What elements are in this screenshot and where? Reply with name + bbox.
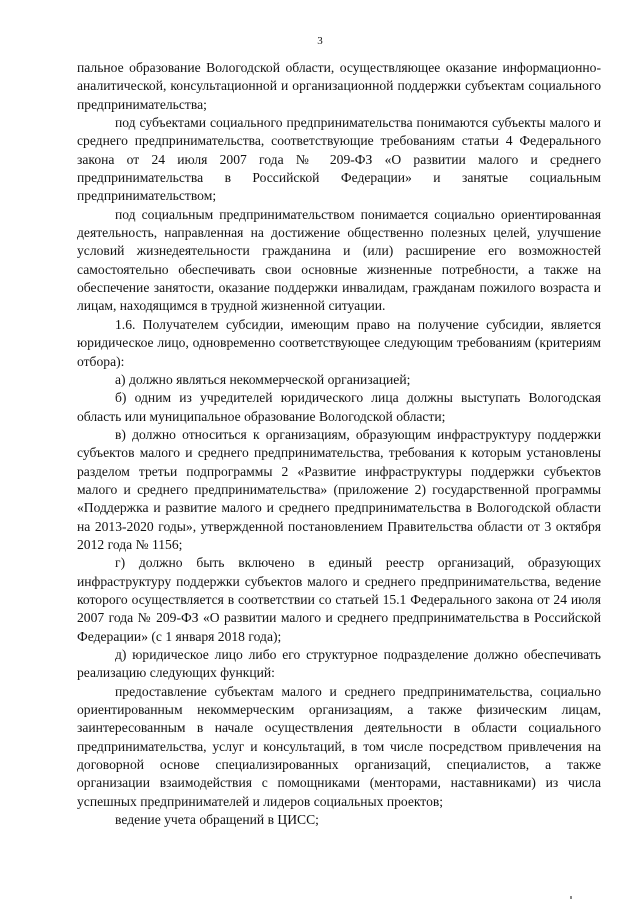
- paragraph-10: предоставление субъектам малого и среднего предпринимательства, социально ориентированным некоммерческим организациям, а также физическим лицам, заинтересованным в начале осуществления деятельности в области социального предпринимательства, услуг и консультаций, в том числе посредством привлечения на договорной основе специализированных организаций, специалистов, а также организации взаимодействия с помощниками (менторами, наставниками) из числа успешных предпринимателей и лидеров социальных проектов;: [77, 683, 601, 809]
- paragraph-8: г) должно быть включено в единый реестр организаций, образующих инфраструктуру поддержки субъектов малого и среднего предпринимательства, ведение которого осуществляется в соответствии со статьей 15.1 Федерального закона от 24 июля 2007 года № 209-ФЗ «О развитии малого и среднего предпринимательства в Российской Федерации» (с 1 января 2018 года);: [77, 555, 601, 644]
- paragraph-7: в) должно относиться к организациям, образующим инфраструктуру поддержки субъектов малого и среднего предпринимательства, требования к которым установлены разделом третьи подпрограммы 2 «Развитие инфраструктуры поддержки субъектов малого и среднего предпринимательства» (приложение 2) государственной программы «Поддержка и развитие малого и среднего предпринимательства в Вологодской области на 2013-2020 годы», утвержденной постановлением Правительства области от 3 октября 2012 года № 1156;: [77, 426, 601, 552]
- paragraph-4: 1.6. Получателем субсидии, имеющим право на получение субсидии, является юридическое лицо, одновременно соответствующее следующим требованиям (критериям отбора):: [77, 316, 601, 369]
- paragraph-9: д) юридическое лицо либо его структурное подразделение должно обеспечивать реализацию следующих функций:: [77, 647, 601, 681]
- scan-speck: [570, 896, 572, 899]
- paragraph-2: под субъектами социального предпринимательства понимаются субъекты малого и среднего предпринимательства, соответствующие требованиям статьи 4 Федерального закона от 24 июля 2007 года № 209-ФЗ «О развитии малого и среднего предпринимательства в Российской Федерации» и занятые социальным предпринимательством;: [77, 115, 601, 204]
- paragraph-11: ведение учета обращений в ЦИСС;: [115, 812, 319, 828]
- paragraph-1: пальное образование Вологодской области, осуществляющее оказание информационно-аналитической, консультационной и организационной поддержки субъектам социального предпринимательства;: [77, 60, 601, 112]
- paragraph-6: б) одним из учредителей юридического лица должны выступать Вологодская область или муниципальное образование Вологодской области;: [77, 390, 601, 424]
- document-body: [77, 59, 601, 829]
- paragraph-3: под социальным предпринимательством понимается социально ориентированная деятельность, направленная на достижение общественно полезных целей, улучшение условий жизнедеятельности гражданина и (или) расширение его возможностей самостоятельно обеспечивать свои основные жизненные потребности, а также на обеспечение занятости, оказание поддержки инвалидам, гражданам пожилого возраста и лицам, находящимся в трудной жизненной ситуации.: [77, 206, 601, 314]
- paragraph-5: а) должно являться некоммерческой организацией;: [115, 371, 411, 387]
- page-number: 3: [317, 35, 323, 47]
